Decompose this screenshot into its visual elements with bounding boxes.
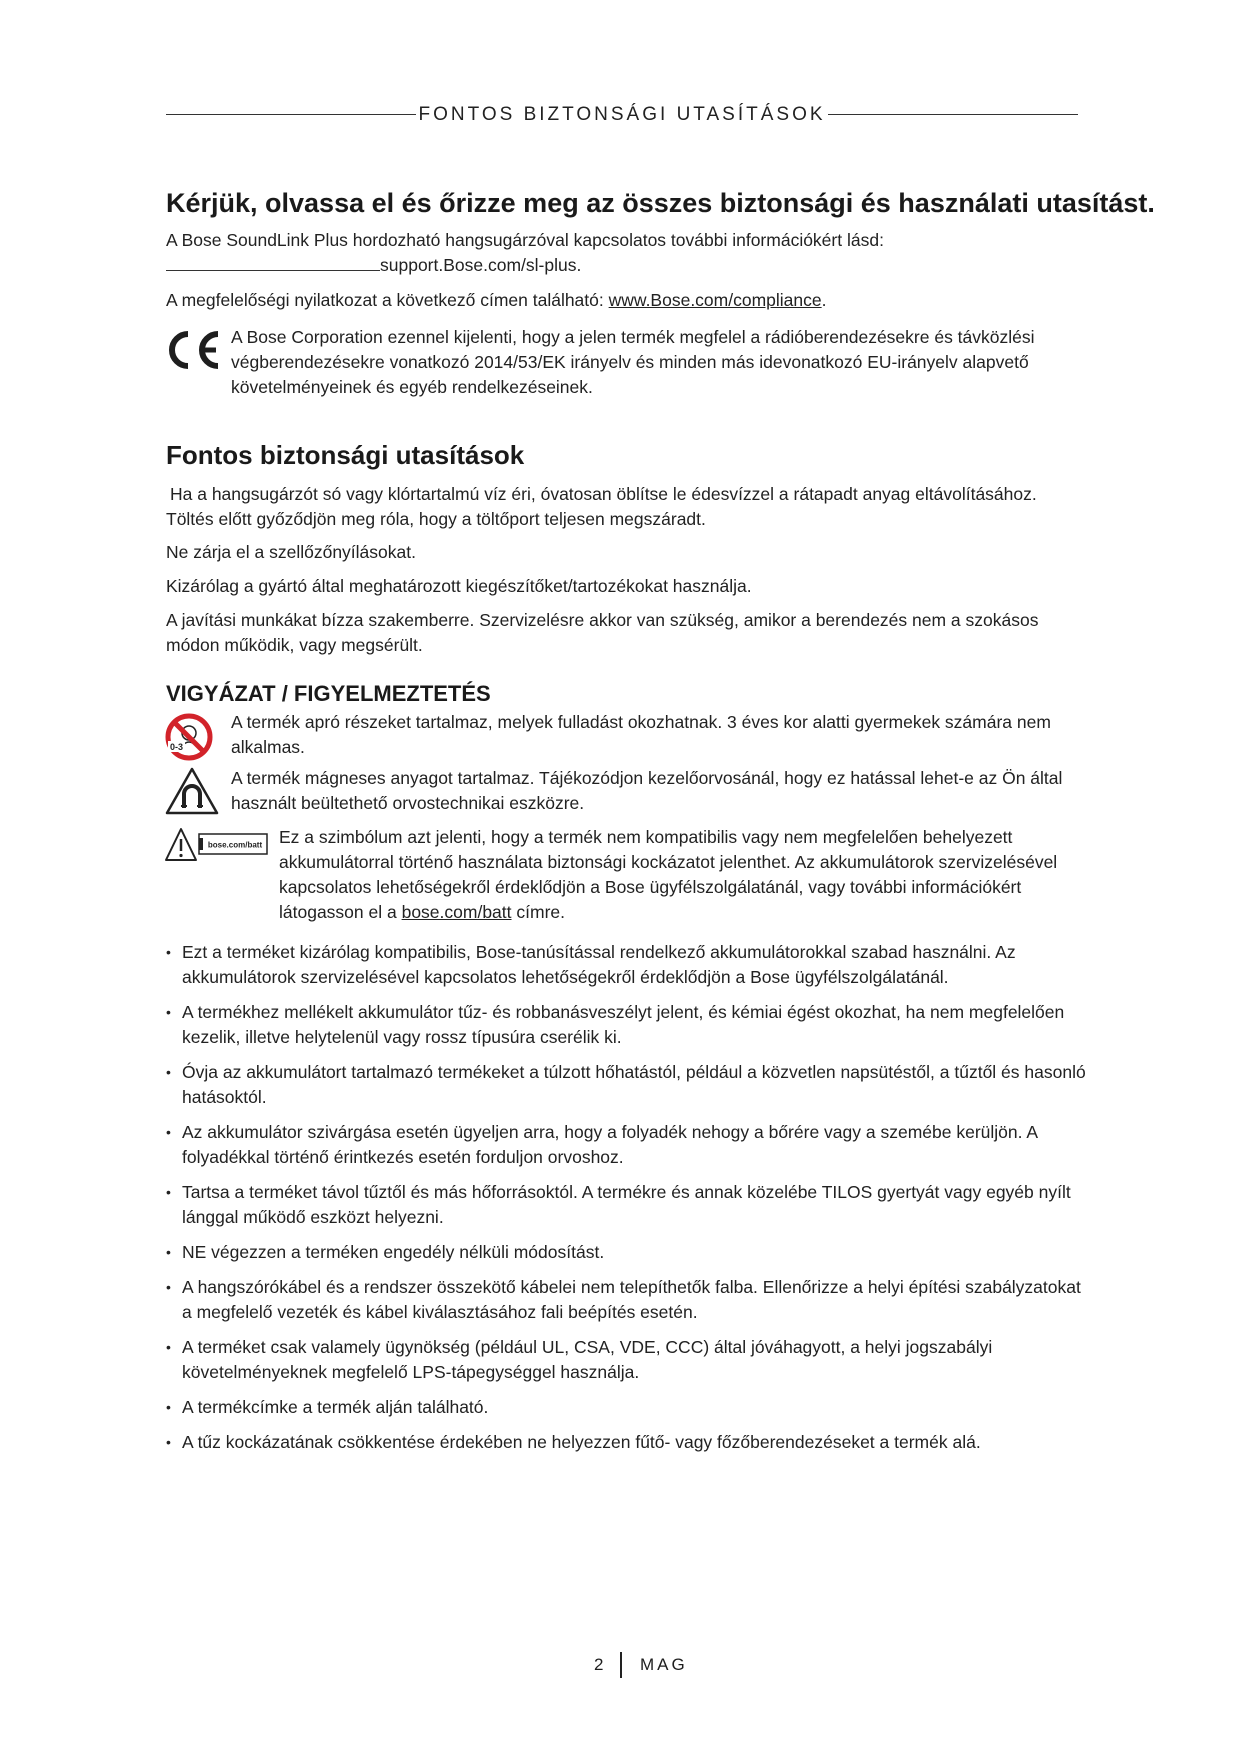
ce-mark-icon <box>164 328 224 377</box>
compliance-paragraph <box>166 288 1086 313</box>
list-item: • A terméket csak valamely ügynökség (például UL, CSA, VDE, CCC) által jóváhagyott, a helyi jogszabályi követelményeknek megfelelő LPS-tápegységgel használja. <box>166 1335 1086 1385</box>
compliance-text: A megfelelőségi nyilatkozat a következő címen található: <box>166 290 609 310</box>
safety-paragraph-1: Ha a hangsugárzót só vagy klórtartalmú víz éri, óvatosan öblítse le édesvízzel a rátapadt anyag eltávolításához. Töltés előtt győződjön meg róla, hogy a töltőport teljesen megszáradt. <box>166 484 1037 529</box>
ce-declaration: A Bose Corporation ezennel kijelenti, hogy a jelen termék megfelel a rádióberendezésekre és távközlési végberendezésekre vonatkozó 2014/53/EK irányelv és minden más idevonatkozó EU-irányelv alapvető követelményeinek és egyéb rendelkezéseinek. <box>231 327 1035 397</box>
page-header <box>166 102 1078 128</box>
info-paragraph <box>166 228 1086 278</box>
list-item: • NE végezzen a terméken engedély nélküli módosítást. <box>166 1240 1086 1265</box>
list-item: • Tartsa a terméket távol tűztől és más hőforrásoktól. A termékre és annak közelébe TILOS gyertyát vagy egyéb nyílt lánggal működő eszközt helyezni. <box>166 1180 1086 1230</box>
small-parts-choking-icon <box>164 712 214 767</box>
safety-paragraph-2: Ne zárja el a szellőzőnyílásokat. <box>166 542 416 562</box>
battery-symbol-explanation <box>279 825 1079 925</box>
header-rule-right <box>828 114 1078 115</box>
page-number: 2 <box>594 1655 604 1674</box>
list-item: • A termékhez mellékelt akkumulátor tűz- és robbanásveszélyt jelent, és kémiai égést okozhat, ha nem megfelelően kezelik, illetve helytelenül vagy rossz típusúra cserélik ki. <box>166 1000 1086 1050</box>
list-item: • Az akkumulátor szivárgása esetén ügyeljen arra, hogy a folyadék nehogy a bőrére vagy a szemébe kerüljön. A folyadékkal történő érintkezés esetén forduljon orvoshoz. <box>166 1120 1086 1170</box>
support-link[interactable]: support.Bose.com/sl-plus. <box>380 255 582 275</box>
warning-heading: VIGYÁZAT / FIGYELMEZTETÉS <box>166 681 491 706</box>
footer-separator <box>620 1652 622 1678</box>
header-title: FONTOS BIZTONSÁGI UTASÍTÁSOK <box>418 104 826 125</box>
main-heading: Kérjük, olvassa el és őrizze meg az összes biztonsági és használati utasítást. <box>166 188 1155 218</box>
blank-line <box>166 256 380 271</box>
info-line: A Bose SoundLink Plus hordozható hangsugárzóval kapcsolatos további információkért lásd: <box>166 230 884 250</box>
compliance-link[interactable]: www.Bose.com/compliance <box>608 290 822 310</box>
small-parts-age-label: 0-3 <box>169 742 184 752</box>
battery-end: címre. <box>511 902 565 922</box>
compliance-end: . <box>821 290 827 310</box>
battery-link[interactable]: bose.com/batt <box>401 902 512 922</box>
list-item: • A termékcímke a termék alján található. <box>166 1395 1086 1420</box>
small-parts-warning: A termék apró részeket tartalmaz, melyek fulladást okozhatnak. 3 éves kor alatti gyermekek számára nem alkalmas. <box>231 712 1051 757</box>
list-item: • A hangszórókábel és a rendszer összekötő kábelei nem telepíthetők falba. Ellenőrizze a helyi építési szabályzatokat a megfelelő vezeték és kábel kiválasztásához fali beépítés esetén. <box>166 1275 1086 1325</box>
safety-heading: Fontos biztonsági utasítások <box>166 440 525 470</box>
battery-icon-url-label: bose.com/batt <box>207 840 263 850</box>
list-item: • Ezt a terméket kizárólag kompatibilis, Bose-tanúsítással rendelkező akkumulátorokkal szabad használni. Az akkumulátorok szervizelésével kapcsolatos lehetőségekről érdeklődjön a Bose ügyfélszolgálatánál. <box>166 940 1086 990</box>
list-item: • A tűz kockázatának csökkentése érdekében ne helyezzen fűtő- vagy főzőberendezéseket a termék alá. <box>166 1430 1086 1455</box>
battery-warning-list <box>166 940 1086 1465</box>
page-footer <box>0 1652 1241 1678</box>
magnet-warning: A termék mágneses anyagot tartalmaz. Tájékozódjon kezelőorvosánál, hogy ez hatással lehet-e az Ön által használt beültethető orvostechnikai eszközre. <box>231 768 1063 813</box>
battery-compatibility-icon <box>164 826 270 869</box>
list-item: • Óvja az akkumulátort tartalmazó termékeket a túlzott hőhatástól, például a közvetlen napsütéstől, a tűztől és hasonló hatásoktól. <box>166 1060 1086 1110</box>
magnet-warning-icon <box>164 766 220 821</box>
safety-paragraph-3: Kizárólag a gyártó által meghatározott kiegészítőket/tartozékokat használja. <box>166 576 752 596</box>
safety-paragraph-4: A javítási munkákat bízza szakemberre. Szervizelésre akkor van szükség, amikor a berendezés nem a szokásos módon működik, vagy megsérült. <box>166 610 1039 655</box>
battery-text: Ez a szimbólum azt jelenti, hogy a termék nem kompatibilis vagy nem megfelelően behelyezett akkumulátorral történő használata biztonsági kockázatot jelenthet. Az akkumulátorok szervizelésével kapcsolatos lehetőségekről érdeklődjön a Bose ügyfélszolgálatánál, vagy további információkért látogasson el a <box>279 827 1058 922</box>
language-code: MAG <box>640 1655 688 1674</box>
